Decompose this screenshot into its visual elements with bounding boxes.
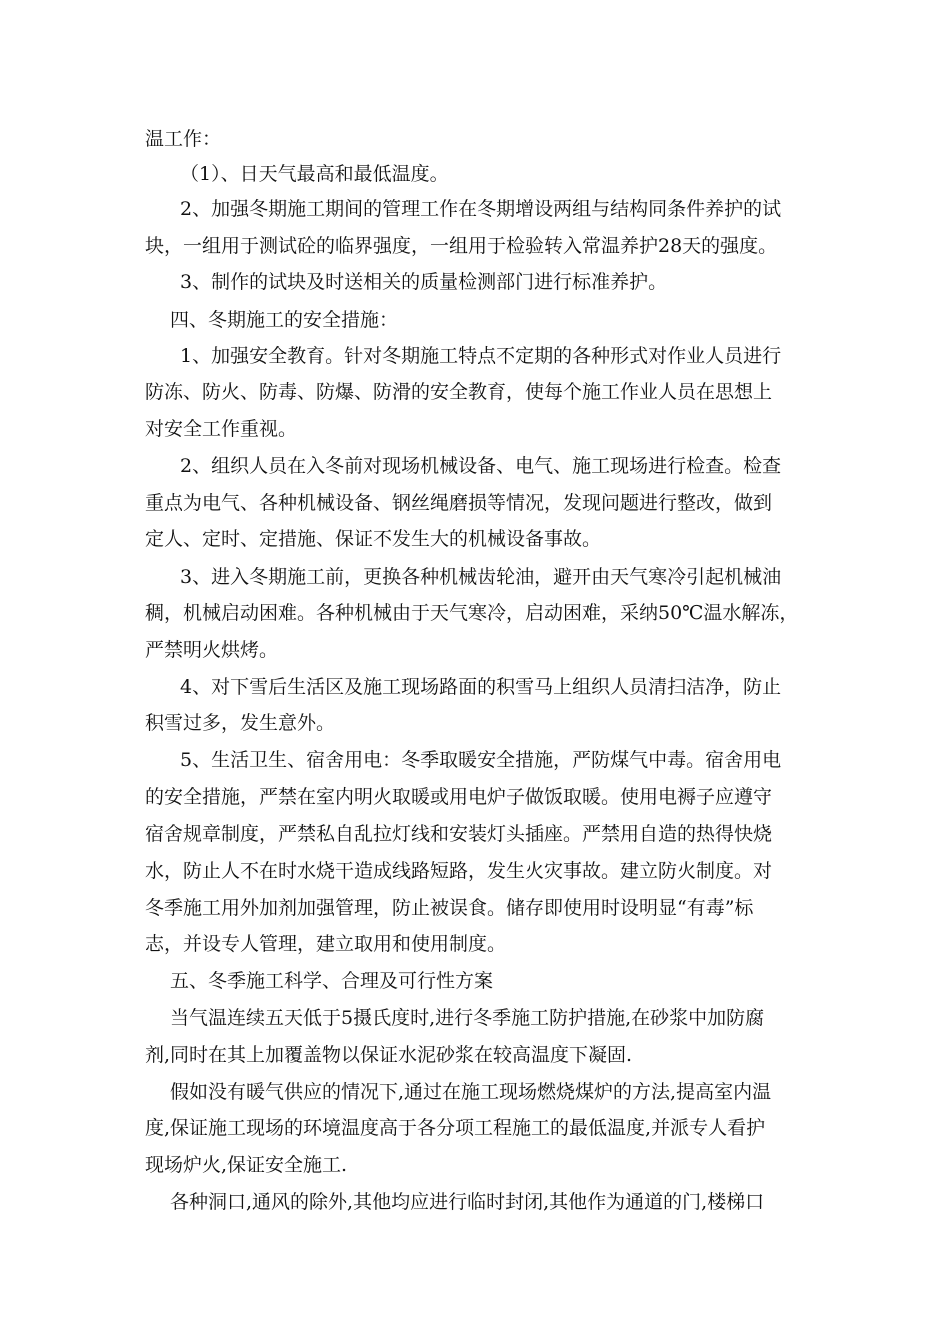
text-line: 严禁明火烘烤。 xyxy=(145,639,279,661)
text-line: 对安全工作重视。 xyxy=(145,418,298,440)
text-line: 4、对下雪后生活区及施工现场路面的积雪马上组织人员清扫洁净，防止 xyxy=(180,676,782,698)
text-line: 重点为电气、各种机械设备、钢丝绳磨损等情况，发现问题进行整改，做到 xyxy=(145,492,773,514)
text-line: 冬季施工用外加剂加强管理，防止被误食。储存即使用时设明显“有毒”标 xyxy=(145,897,754,919)
text-line: 积雪过多，发生意外。 xyxy=(145,712,336,734)
text-line: 防冻、防火、防毒、防爆、防滑的安全教育，使每个施工作业人员在思想上 xyxy=(145,381,773,403)
text-line: 的安全措施，严禁在室内明火取暖或用电炉子做饭取暖。使用电褥子应遵守 xyxy=(145,786,773,808)
text-line: （1）、日天气最高和最低温度。 xyxy=(180,163,449,185)
text-line: 假如没有暖气供应的情况下,通过在施工现场燃烧煤炉的方法,提高室内温 xyxy=(170,1081,772,1103)
section-heading: 五、冬季施工科学、合理及可行性方案 xyxy=(170,970,494,992)
text-line: 各种洞口,通风的除外,其他均应进行临时封闭,其他作为通道的门,楼梯口 xyxy=(170,1191,765,1213)
text-line: 块，一组用于测试砼的临界强度，一组用于检验转入常温养护28天的强度。 xyxy=(145,235,778,257)
text-line: 剂,同时在其上加覆盖物以保证水泥砂浆在较高温度下凝固. xyxy=(145,1044,633,1066)
text-line: 志，并设专人管理，建立取用和使用制度。 xyxy=(145,933,507,955)
text-line: 1、加强安全教育。针对冬期施工特点不定期的各种形式对作业人员进行 xyxy=(180,345,782,367)
text-line: 稠，机械启动困难。各种机械由于天气寒冷，启动困难，采纳50℃温水解冻， xyxy=(145,602,799,624)
text-line: 定人、定时、定措施、保证不发生大的机械设备事故。 xyxy=(145,528,602,550)
section-heading: 四、冬期施工的安全措施： xyxy=(170,309,399,331)
text-line: 2、加强冬期施工期间的管理工作在冬期增设两组与结构同条件养护的试 xyxy=(180,198,782,220)
text-line: 2、组织人员在入冬前对现场机械设备、电气、施工现场进行检查。检查 xyxy=(180,455,782,477)
text-line: 3、制作的试块及时送相关的质量检测部门进行标准养护。 xyxy=(180,271,668,293)
text-line: 5、生活卫生、宿舍用电：冬季取暖安全措施，严防煤气中毒。宿舍用电 xyxy=(180,749,782,771)
text-line: 当气温连续五天低于5摄氏度时,进行冬季施工防护措施,在砂浆中加防腐 xyxy=(170,1007,765,1029)
text-line: 水，防止人不在时水烧干造成线路短路，发生火灾事故。建立防火制度。对 xyxy=(145,860,773,882)
text-line: 温工作： xyxy=(145,128,222,150)
text-line: 3、进入冬期施工前，更换各种机械齿轮油，避开由天气寒冷引起机械油 xyxy=(180,566,782,588)
text-line: 宿舍规章制度，严禁私自乱拉灯线和安装灯头插座。严禁用自造的热得快烧 xyxy=(145,823,773,845)
text-line: 现场炉火,保证安全施工. xyxy=(145,1154,348,1176)
text-line: 度,保证施工现场的环境温度高于各分项工程施工的最低温度,并派专人看护 xyxy=(145,1117,766,1139)
